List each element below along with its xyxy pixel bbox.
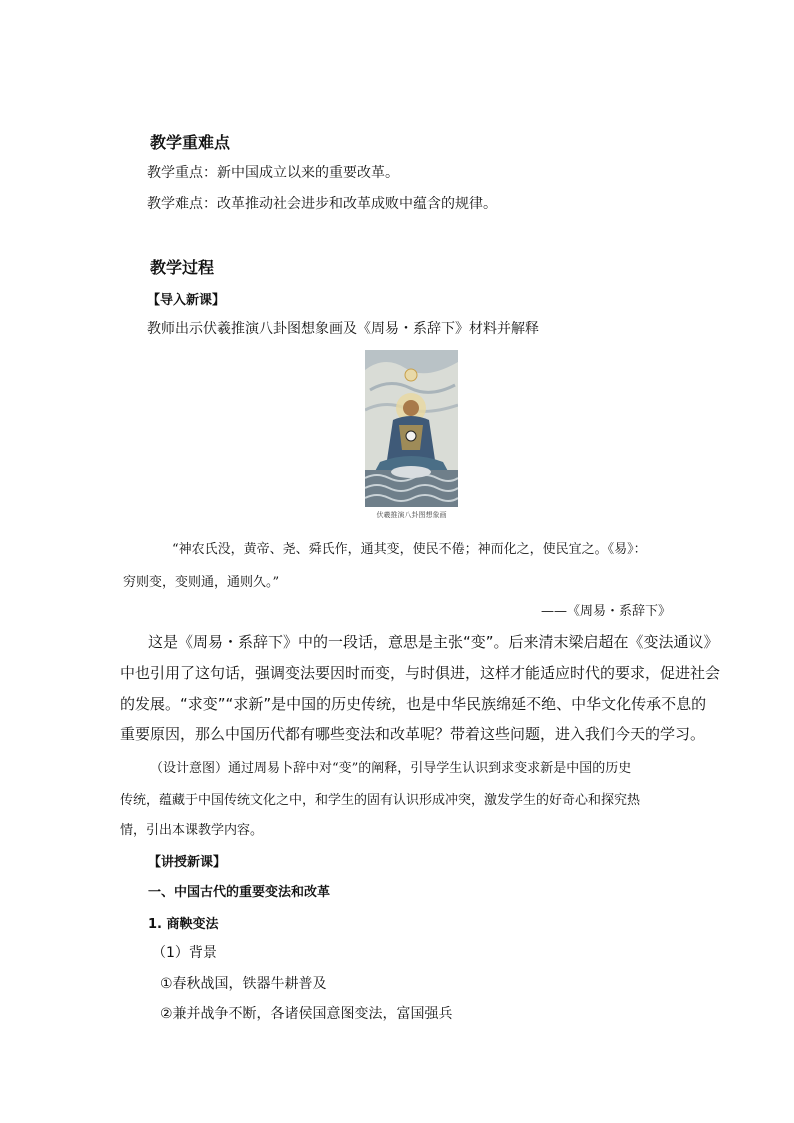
lecture-item-1: （1）背景 — [152, 945, 217, 961]
process-heading: 教学过程 — [150, 258, 215, 277]
design-intent-line-1: （设计意图）通过周易卜辞中对“变”的阐释，引导学生认识到求变求新是中国的历史 — [150, 761, 632, 776]
lecture-point-2: ②兼并战争不断，各诸侯国意图变法，富国强兵 — [160, 1006, 453, 1022]
explanation-line-2: 中也引用了这句话，强调变法要因时而变，与时俱进，这样才能适应时代的要求，促进社会 — [120, 664, 721, 682]
quote-line-1: “神农氏没，黄帝、尧、舜氏作，通其变，使民不倦；神而化之，使民宜之。《易》： — [172, 542, 647, 557]
quote-line-2: 穷则变，变则通，通则久。” — [123, 575, 280, 590]
lecture-point-1: ①春秋战国，铁器牛耕普及 — [160, 976, 327, 992]
explanation-line-3: 的发展。“求变”“求新”是中国的历史传统，也是中华民族绵延不绝、中华文化传承不息的 — [120, 695, 707, 713]
figure-caption: 伏羲推演八卦图想象画 — [376, 511, 447, 519]
explanation-line-1: 这是《周易・系辞下》中的一段话，意思是主张“变”。后来清末梁启超在《变法通议》 — [148, 633, 719, 651]
lecture-sub-1: 1. 商鞅变法 — [148, 917, 219, 932]
key-points-heading: 教学重难点 — [150, 133, 231, 152]
intro-label: 【导入新课】 — [147, 293, 226, 308]
intro-text: 教师出示伏羲推演八卦图想象画及《周易・系辞下》材料并解释 — [147, 321, 539, 337]
difficult-point-text: 教学难点：改革推动社会进步和改革成败中蕴含的规律。 — [147, 196, 497, 212]
quote-source: ——《周易・系辞下》 — [541, 604, 672, 619]
key-point-text: 教学重点：新中国成立以来的重要改革。 — [147, 165, 399, 181]
design-intent-line-2: 传统，蕴藏于中国传统文化之中，和学生的固有认识形成冲突，激发学生的好奇心和探究热 — [120, 793, 641, 808]
lecture-label: 【讲授新课】 — [148, 855, 227, 870]
design-intent-line-3: 情，引出本课教学内容。 — [120, 823, 264, 838]
fuxi-bagua-painting — [365, 350, 458, 507]
lecture-section-1: 一、中国古代的重要变法和改革 — [148, 885, 331, 900]
explanation-line-4: 重要原因，那么中国历代都有哪些变法和改革呢？带着这些问题，进入我们今天的学习。 — [120, 725, 706, 743]
